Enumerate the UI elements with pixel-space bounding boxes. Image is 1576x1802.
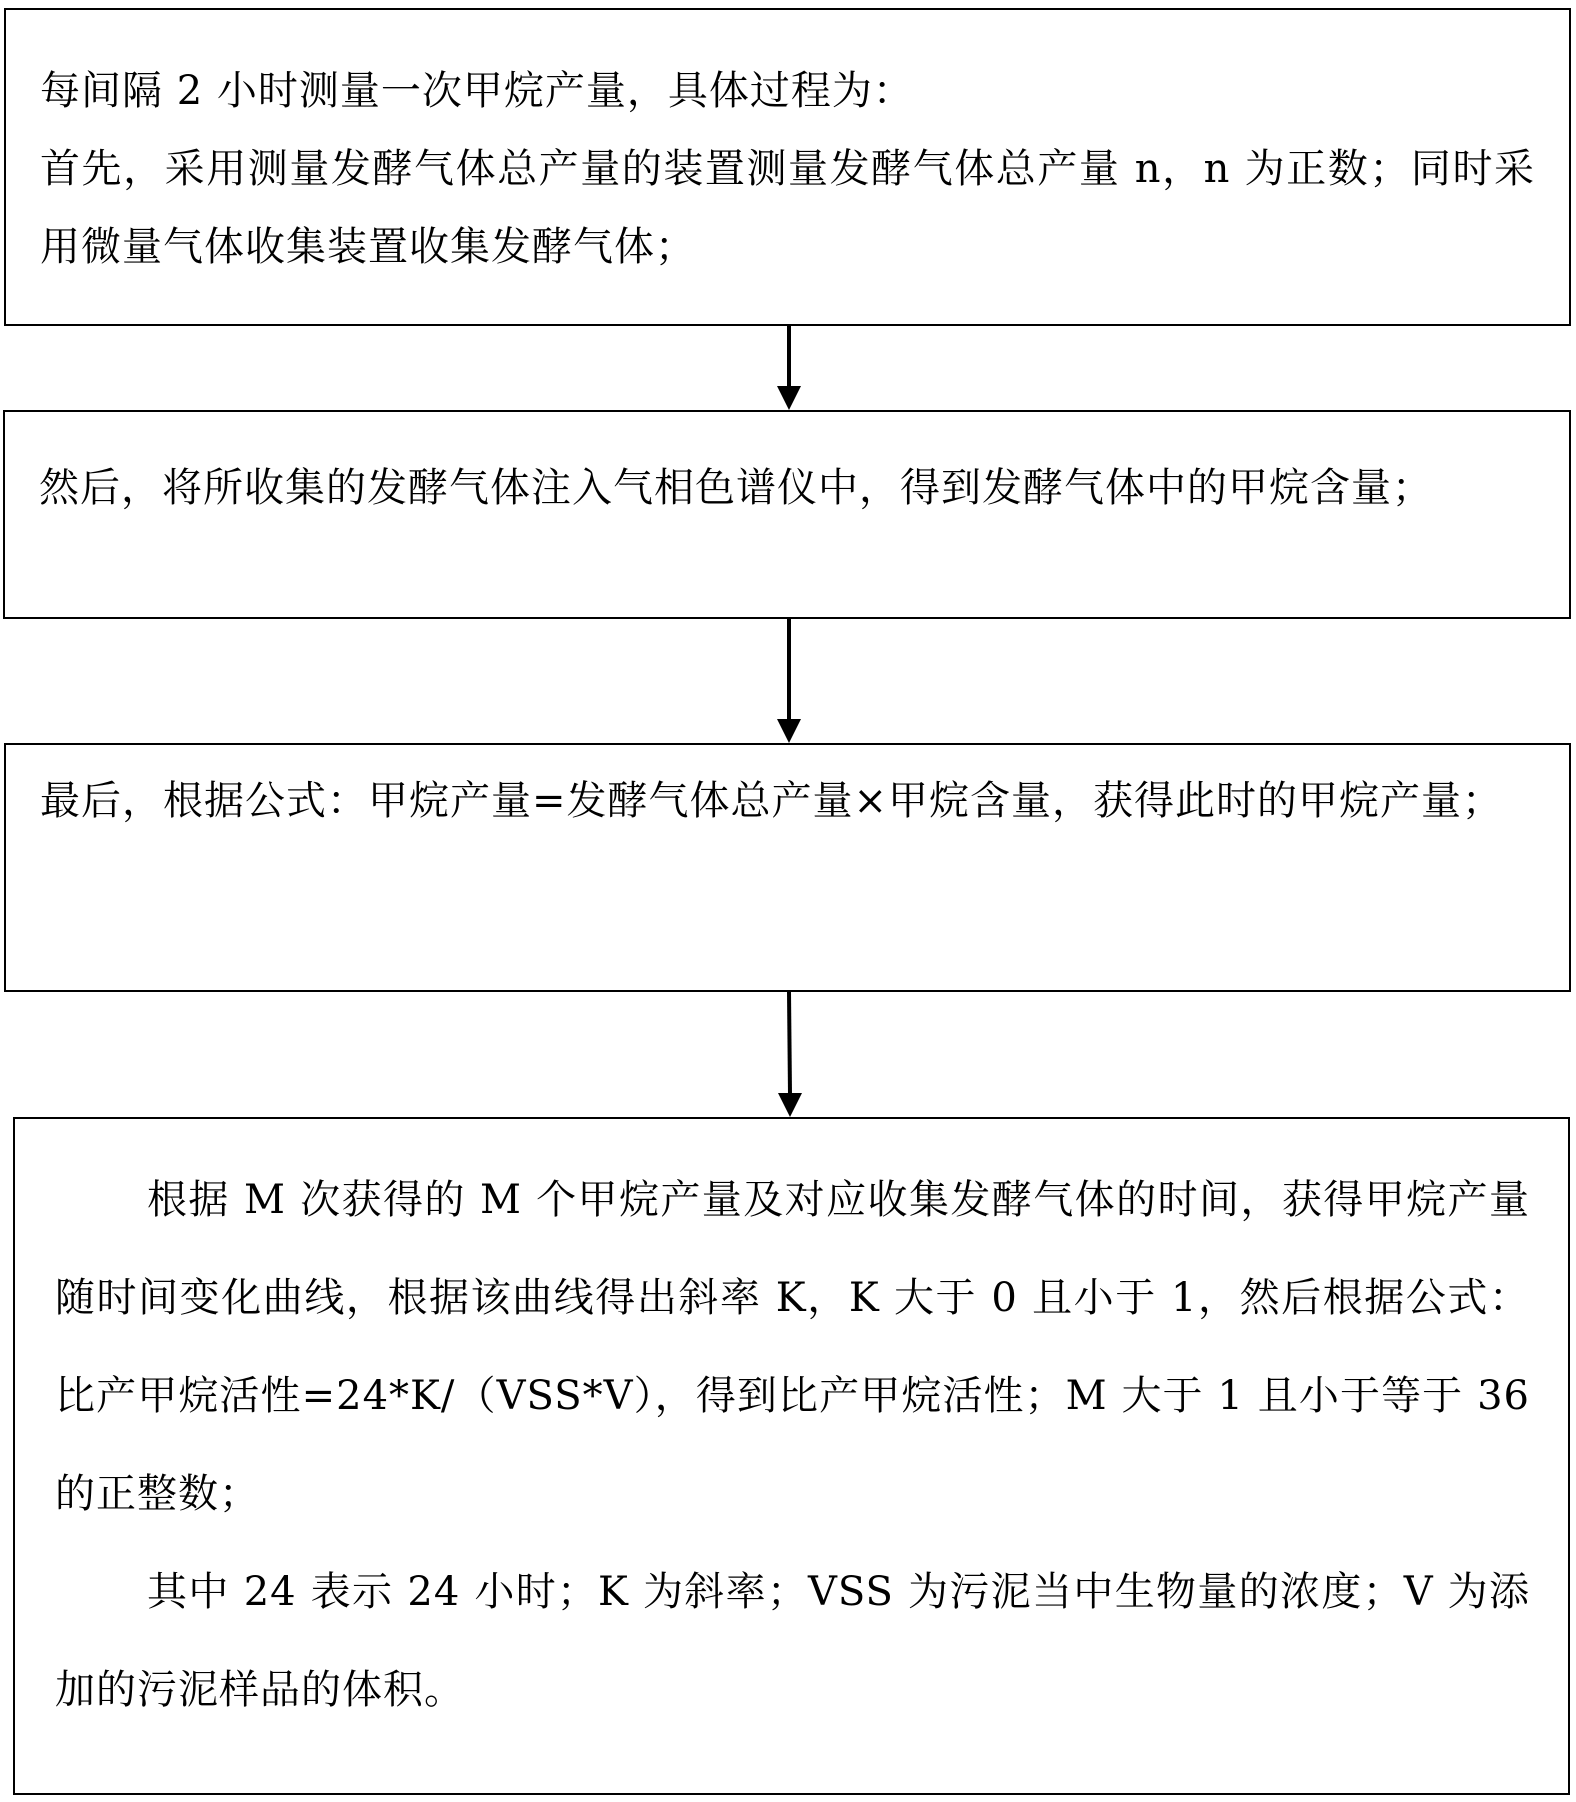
step-4-line-2: 其中 24 表示 24 小时；K 为斜率；VSS 为污泥当中生物量的浓度；V 为添加的污泥样品的体积。 — [55, 1569, 1530, 1713]
step-1-line-1: 每间隔 2 小时测量一次甲烷产量，具体过程为： — [40, 68, 914, 114]
step-3-line-1: 最后，根据公式：甲烷产量=发酵气体总产量×甲烷含量，获得此时的甲烷产量； — [40, 778, 1504, 824]
arrow-2 — [769, 619, 809, 743]
step-2-box — [3, 410, 1571, 619]
step-4-line-1: 根据 M 次获得的 M 个甲烷产量及对应收集发酵气体的时间，获得甲烷产量随时间变化曲线，根据该曲线得出斜率 K，K 大于 0 且小于 1，然后根据公式：比产甲烷活性=24*K/（VSS*V），得到比产甲烷活性；M 大于 1 且小于等于 36 的正整数； — [55, 1177, 1530, 1517]
arrow-3 — [770, 992, 810, 1117]
step-2-line-1: 然后，将所收集的发酵气体注入气相色谱仪中，得到发酵气体中的甲烷含量； — [39, 465, 1433, 511]
step-4-box — [13, 1117, 1570, 1795]
step-3-box — [4, 743, 1571, 992]
arrow-1 — [769, 326, 809, 410]
step-1-line-2: 首先，采用测量发酵气体总产量的装置测量发酵气体总产量 n，n 为正数；同时采用微量气体收集装置收集发酵气体； — [40, 146, 1535, 270]
step-1-box — [4, 8, 1571, 326]
